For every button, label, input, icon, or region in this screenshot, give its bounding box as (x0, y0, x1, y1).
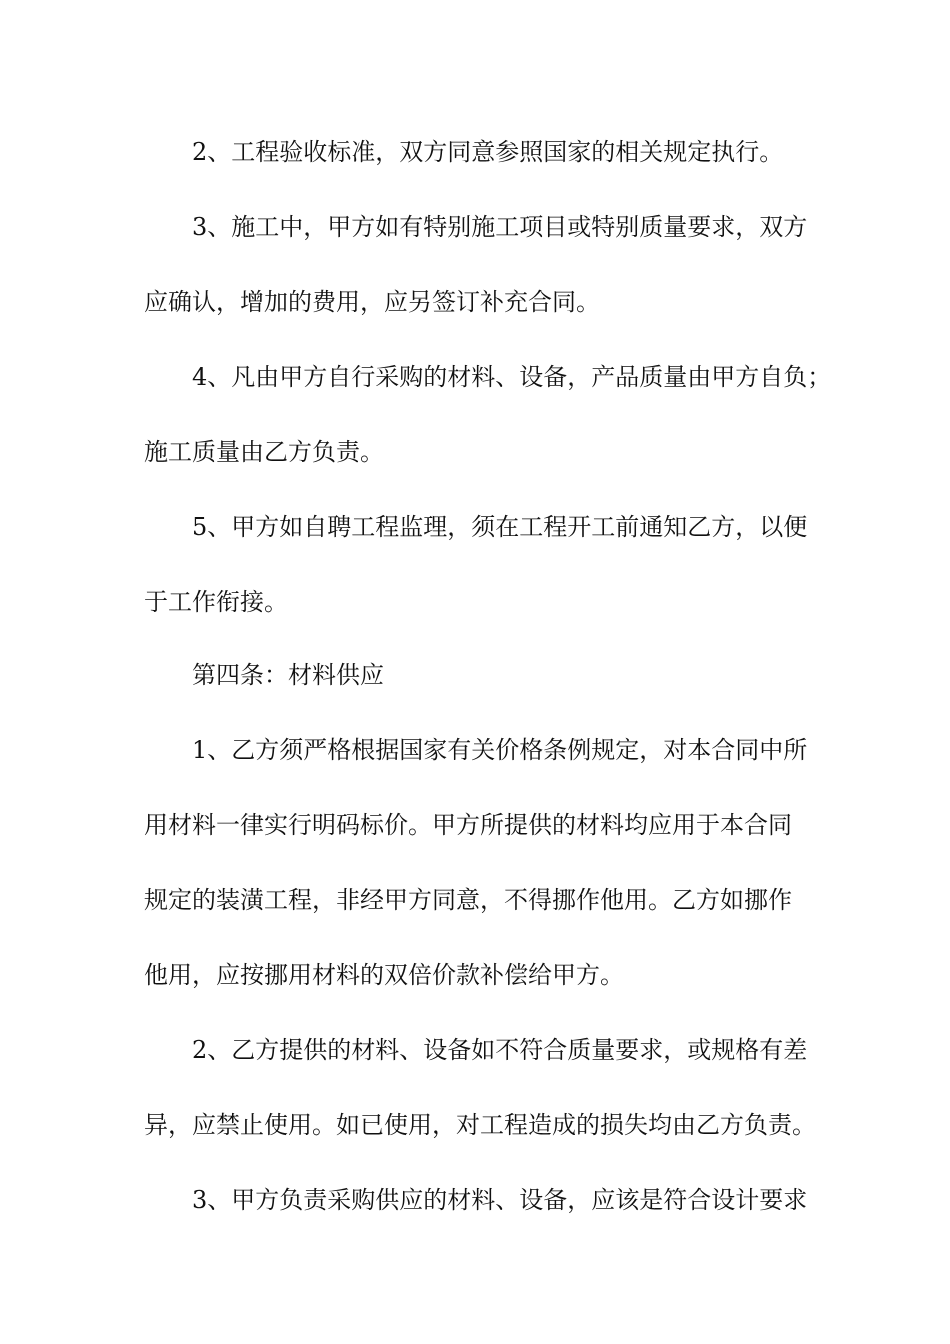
material-clause-3: 3、甲方负责采购供应的材料、设备，应该是符合设计要求 (192, 1186, 808, 1214)
clause-3-special-requirements: 3、施工中，甲方如有特别施工项目或特别质量要求，双方 (192, 213, 808, 241)
material-clause-1: 1、乙方须严格根据国家有关价格条例规定，对本合同中所 (192, 736, 808, 764)
clause-5-supervision: 5、甲方如自聘工程监理，须在工程开工前通知乙方，以便 (192, 513, 808, 541)
clause-5-continuation: 于工作衔接。 (144, 588, 288, 616)
material-clause-2-line-2: 异，应禁止使用。如已使用，对工程造成的损失均由乙方负责。 (144, 1111, 816, 1139)
material-clause-2: 2、乙方提供的材料、设备如不符合质量要求，或规格有差 (192, 1036, 808, 1064)
material-clause-1-line-3: 规定的装潢工程，非经甲方同意，不得挪作他用。乙方如挪作 (144, 886, 792, 914)
material-clause-1-line-4: 他用，应按挪用材料的双倍价款补偿给甲方。 (144, 961, 624, 989)
material-clause-1-line-2: 用材料一律实行明码标价。甲方所提供的材料均应用于本合同 (144, 811, 792, 839)
clause-3-continuation: 应确认，增加的费用，应另签订补充合同。 (144, 288, 600, 316)
clause-2-acceptance-standard: 2、工程验收标准，双方同意参照国家的相关规定执行。 (192, 138, 784, 166)
clause-4-self-purchased-materials: 4、凡由甲方自行采购的材料、设备，产品质量由甲方自负； (192, 363, 832, 391)
article-4-heading: 第四条：材料供应 (192, 661, 384, 689)
clause-4-continuation: 施工质量由乙方负责。 (144, 438, 384, 466)
